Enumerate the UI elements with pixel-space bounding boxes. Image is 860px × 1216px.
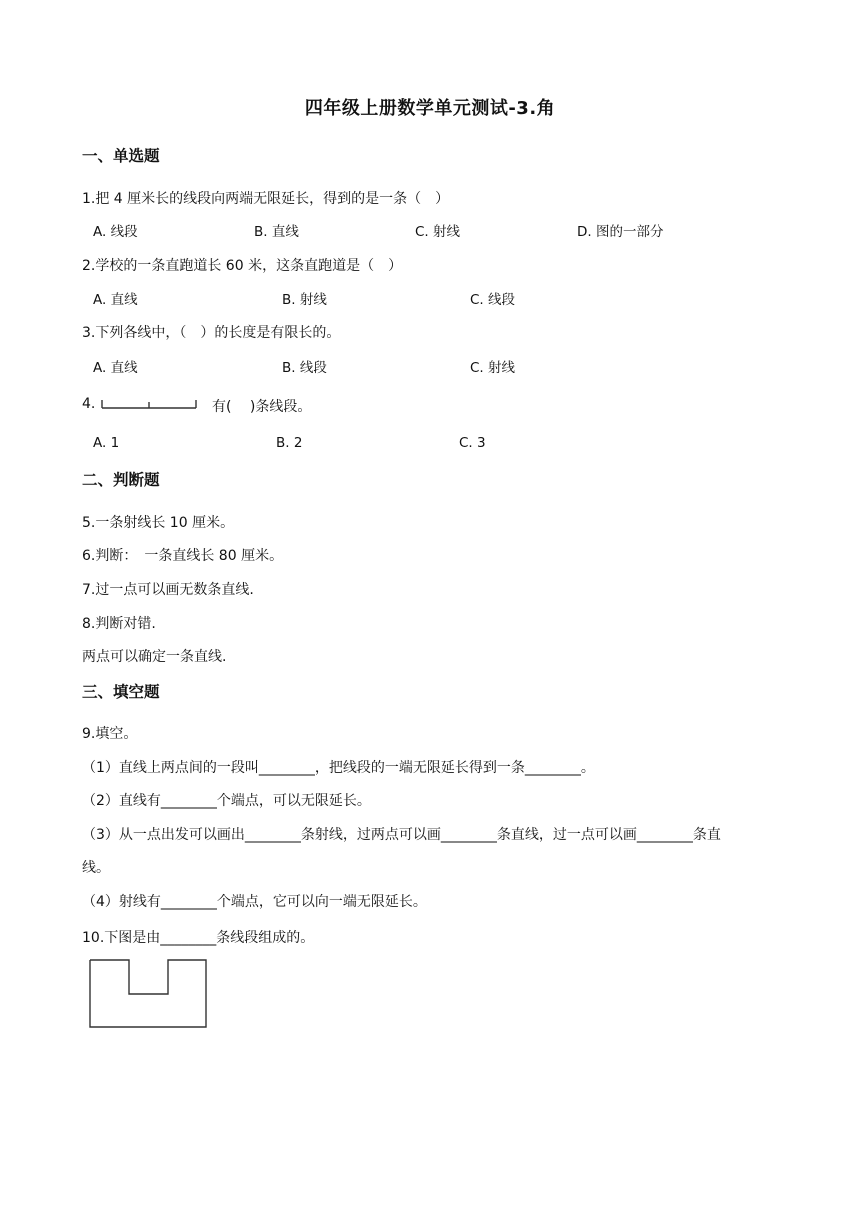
q9-item-3-continued: 线。 (82, 860, 110, 876)
question-3: 3.下列各线中，（ ）的长度是有限长的。 (82, 325, 341, 341)
question-4: 有( )条线段。 (212, 399, 312, 415)
question-9: 9.填空。 (82, 726, 138, 742)
question-1: 1.把 4 厘米长的线段向两端无限延长，得到的是一条（ ） (82, 191, 450, 207)
q1-option-c[interactable]: C. 射线 (415, 224, 461, 240)
q9-item-4: （4）射线有________个端点，它可以向一端无限延长。 (82, 894, 427, 910)
question-8-statement: 两点可以确定一条直线. (82, 649, 227, 665)
q2-option-c[interactable]: C. 线段 (470, 292, 516, 308)
u-shape-figure (88, 958, 210, 1030)
question-6: 6.判断： 一条直线长 80 厘米。 (82, 548, 284, 564)
q4-option-c[interactable]: C. 3 (459, 435, 486, 451)
question-5: 5.一条射线长 10 厘米。 (82, 515, 235, 531)
segment-figure (100, 398, 200, 410)
q3-option-a[interactable]: A. 直线 (93, 360, 138, 376)
q1-option-b[interactable]: B. 直线 (254, 224, 299, 240)
q4-option-b[interactable]: B. 2 (276, 435, 303, 451)
question-2: 2.学校的一条直跑道长 60 米，这条直跑道是（ ） (82, 258, 403, 274)
q2-option-b[interactable]: B. 射线 (282, 292, 327, 308)
q4-option-a[interactable]: A. 1 (93, 435, 120, 451)
q9-item-2: （2）直线有________个端点，可以无限延长。 (82, 793, 371, 809)
q9-item-1: （1）直线上两点间的一段叫________，把线段的一端无限延长得到一条________。 (82, 760, 595, 776)
q3-option-b[interactable]: B. 线段 (282, 360, 327, 376)
section-heading-true-false: 二、判断题 (82, 471, 160, 489)
q1-option-d[interactable]: D. 图的一部分 (577, 224, 664, 240)
page-title: 四年级上册数学单元测试-3.角 (304, 98, 556, 119)
section-heading-fill-blank: 三、填空题 (82, 683, 160, 701)
q1-option-a[interactable]: A. 线段 (93, 224, 138, 240)
q9-item-3: （3）从一点出发可以画出________条射线，过两点可以画________条直线，过一点可以画________条直 (82, 827, 721, 843)
q3-option-c[interactable]: C. 射线 (470, 360, 516, 376)
question-8: 8.判断对错. (82, 616, 156, 632)
section-heading-single-choice: 一、单选题 (82, 147, 160, 165)
q2-option-a[interactable]: A. 直线 (93, 292, 138, 308)
question-10: 10.下图是由________条线段组成的。 (82, 930, 315, 946)
question-7: 7.过一点可以画无数条直线. (82, 582, 254, 598)
question-4-number: 4. (82, 396, 96, 412)
